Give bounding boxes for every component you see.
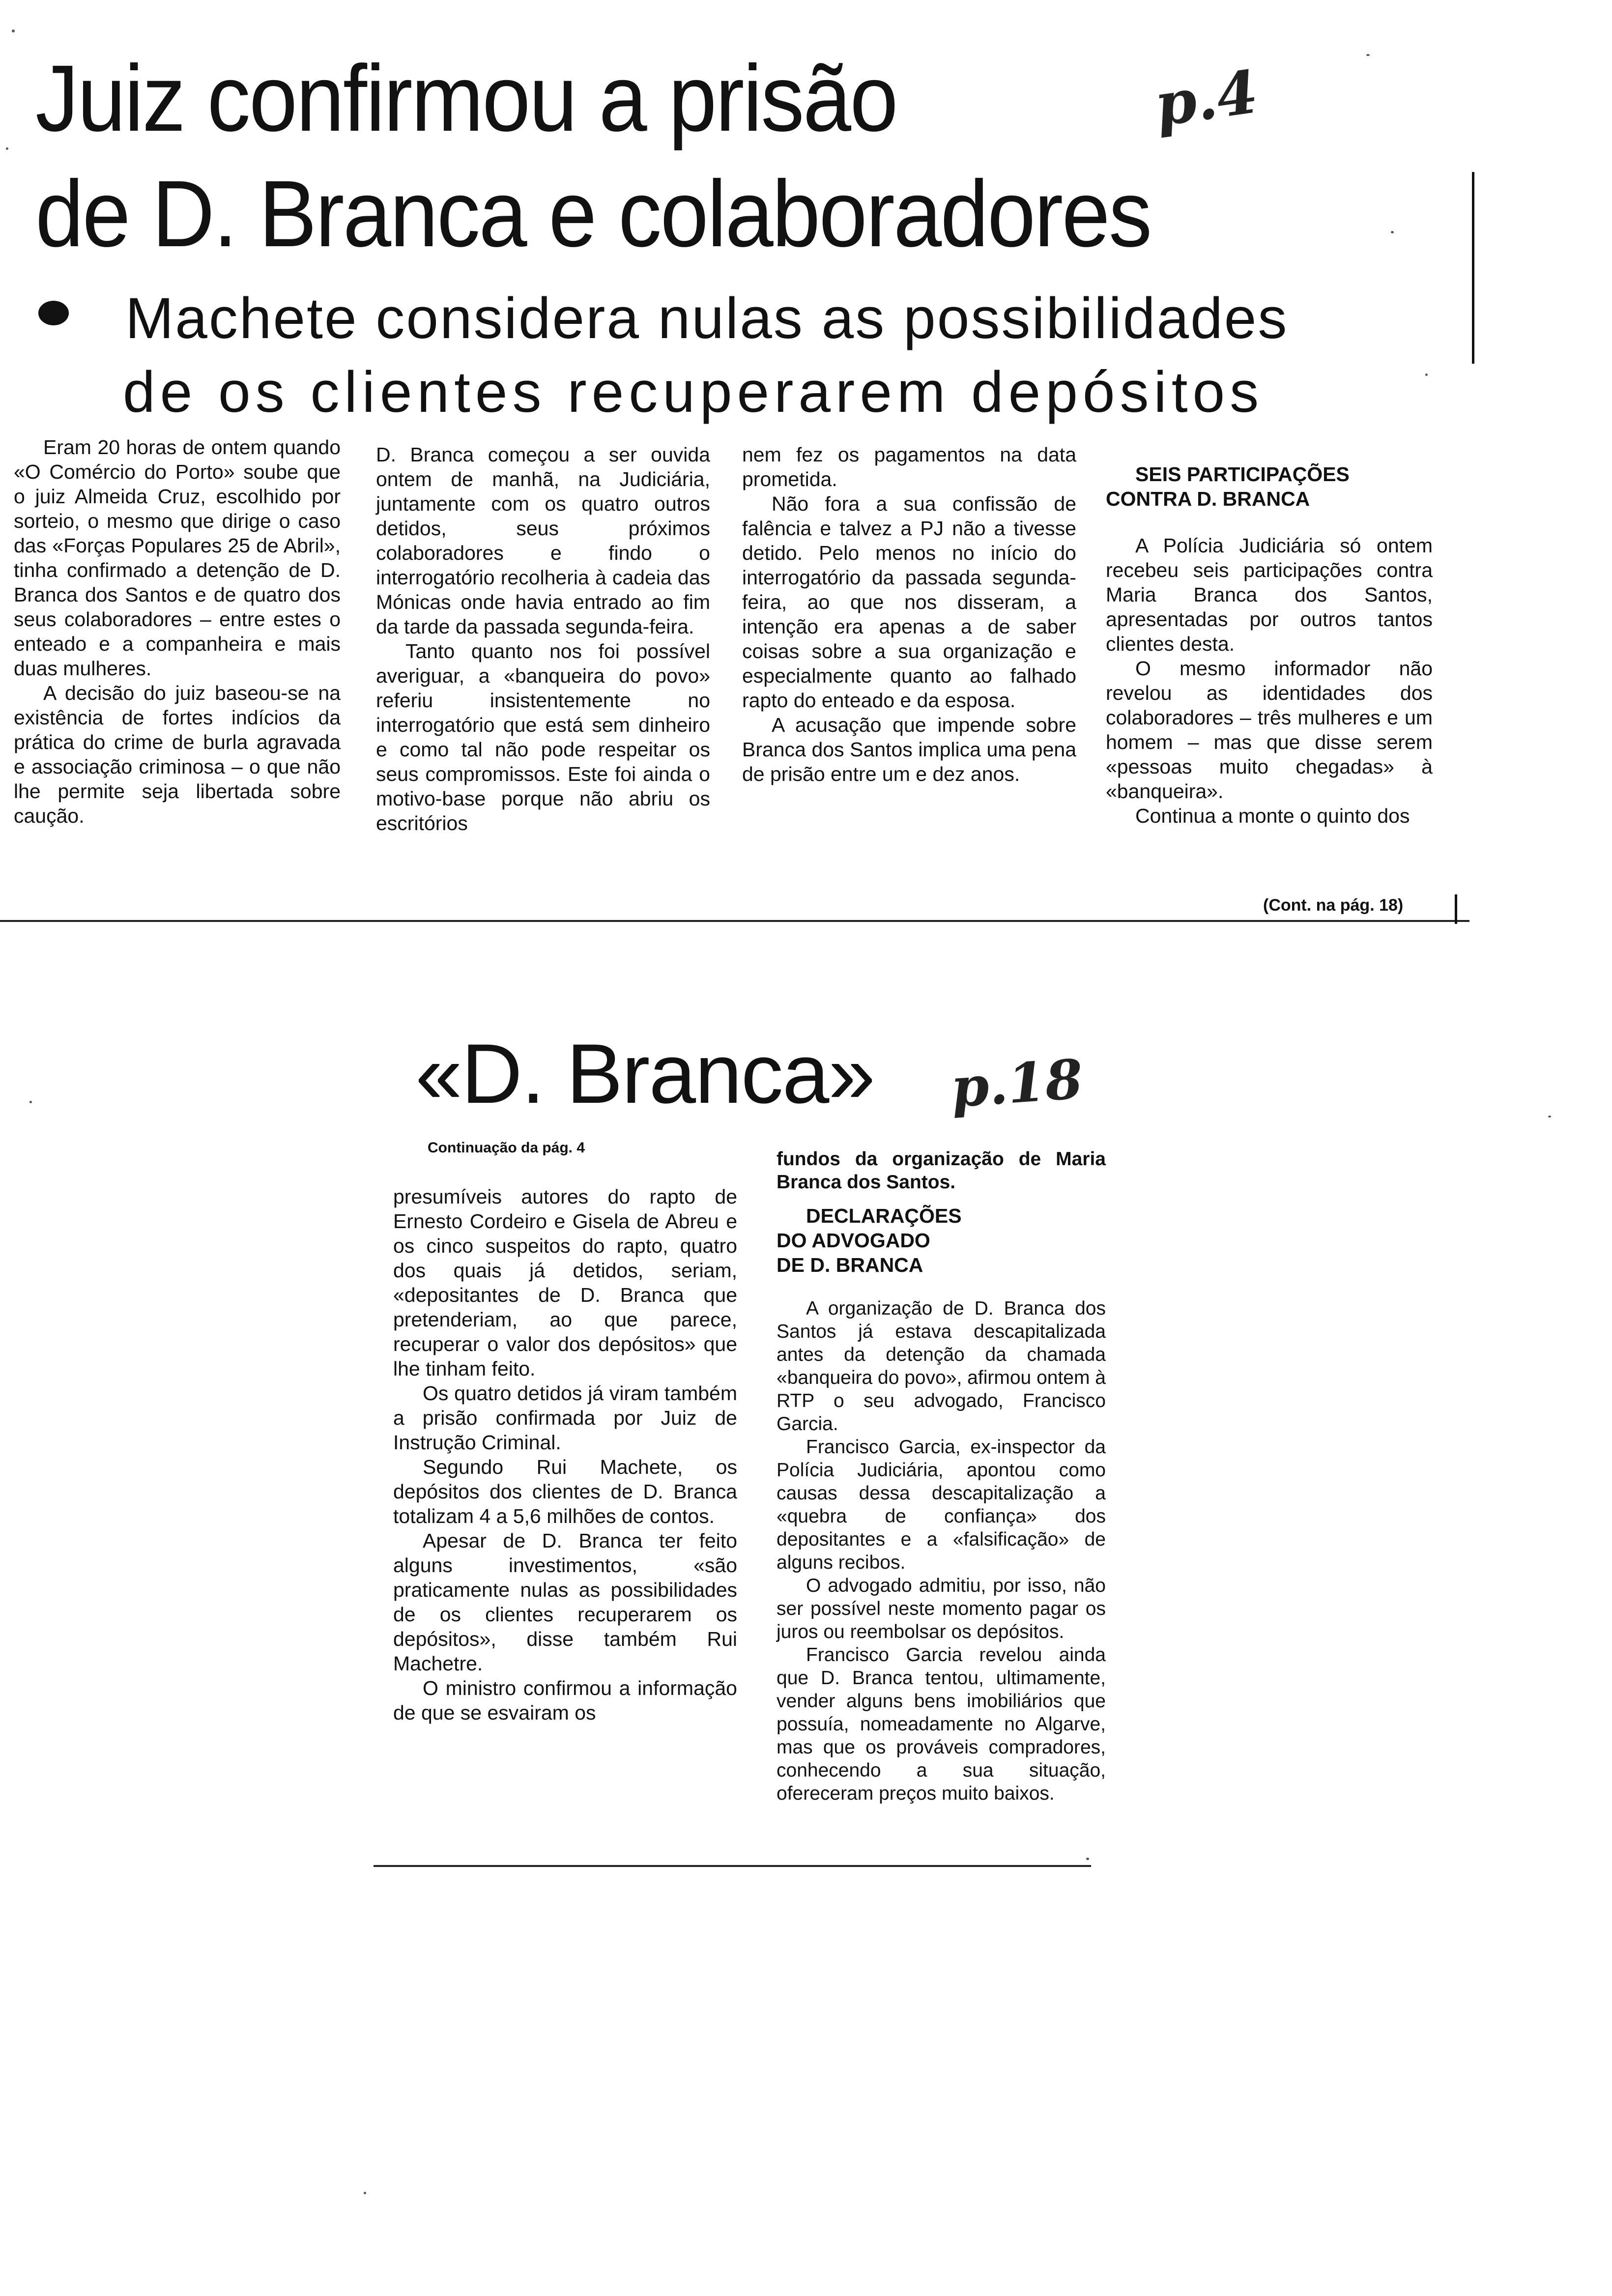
paragraph: presumíveis autores do rapto de Ernesto Cordeiro e Gisela de Abreu e os cinco suspeitos do rapto, quatro dos quais já detidos, seriam, «depositantes de D. Branca que pretenderiam, ao que parece, recuperar o valor dos depósitos» que lhe tinham feito. [393,1185,737,1380]
bottom-rule [0,920,1469,922]
paragraph: A decisão do juiz baseou-se na existência de fortes indícios da prática do crime de burla agravada e associação criminosa – o que não lhe permite seja libertada sobre caução. [14,682,341,827]
paragraph: Francisco Garcia revelou ainda que D. Branca tentou, ultimamente, vender alguns bens imobiliários que possuía, nomeadamente no Algarve, mas que os prováveis compradores, conhecendo a sua situação, ofereceram preços muito baixos. [777,1644,1106,1804]
headline: «D. Branca» [415,1027,875,1121]
article-1-column-3 [742,442,1076,786]
paragraph: D. Branca começou a ser ouvida ontem de manhã, na Judiciária, juntamente com os quatro outros detidos, seus próximos colaboradores e findo o interrogatório recolheria à cadeia das Mónicas onde havia entrado ao fim da tarde da passada segunda-feira. [376,443,710,638]
section-heading: DECLARAÇÕES DO ADVOGADO DE D. BRANCA [777,1205,962,1276]
lead-paragraph: fundos da organização de Maria Branca dos Santos. [777,1148,1106,1193]
handwritten-page-mark: p.4 [1151,57,1262,140]
subheadline-line-1: Machete considera nulas as possibilidades [125,286,1289,351]
handwritten-page-mark: p.18 [949,1047,1085,1120]
paragraph: O mesmo informador não revelou as identidades dos colaboradores – três mulheres e um homem – mas que disse serem «pessoas muito chegadas» à «banqueira». [1106,657,1433,803]
continuation-note: Continuação da pág. 4 [428,1140,585,1156]
paragraph: Tanto quanto nos foi possível averiguar, a «banqueira do povo» referiu insistentemente no interrogatório que está sem dinheiro e como tal não pode respeitar os seus compromissos. Este foi ainda o motivo-base porque não abriu os escritórios [376,640,710,834]
paragraph: Apesar de D. Branca ter feito alguns investimentos, «são praticamente nulas as possibilidades de os clientes recuperarem os depósitos», disse também Rui Machetre. [393,1529,737,1675]
paragraph: O ministro confirmou a informação de que se esvairam os [393,1677,737,1724]
article-1-column-4 [1106,462,1433,828]
headline-line-2: de D. Branca e colaboradores [35,161,1151,266]
paragraph: Francisco Garcia, ex-inspector da Polícia Judiciária, apontou como causas dessa descapitalização a «quebra de confiança» dos depositantes e a «falsificação» de alguns recibos. [777,1436,1106,1573]
bottom-rule [374,1865,1091,1867]
corner-rule [1455,894,1457,924]
paragraph: Não fora a sua confissão de falência e talvez a PJ não a tivesse detido. Pelo menos no início do interrogatório da passada segunda-feira, ao que nos disseram, a intenção era apenas a de saber coisas sobre a sua organização e especialmente quanto ao falhado rapto do enteado e da esposa. [742,492,1076,712]
continued-note: (Cont. na pág. 18) [1263,896,1404,915]
subheadline-line-2: de os clientes recuperarem depósitos [123,360,1264,425]
paragraph: A acusação que impende sobre Branca dos Santos implica uma pena de prisão entre um e dez anos. [742,714,1076,785]
paragraph: A organização de D. Branca dos Santos já estava descapitalizada antes da detenção da chamada «banqueira do povo», afirmou ontem à RTP o seu advogado, Francisco Garcia. [777,1298,1106,1435]
paragraph: Continua a monte o quinto dos [1135,804,1410,827]
paragraph: O advogado admitiu, por isso, não ser possível neste momento pagar os juros ou reembolsar os depósitos. [777,1575,1106,1642]
section-heading: SEIS PARTICIPAÇÕES CONTRA D. BRANCA [1106,463,1350,510]
column-rule [1472,172,1474,364]
article-1-column-2 [376,442,710,835]
paragraph: nem fez os pagamentos na data prometida. [742,443,1076,490]
bullet-icon [38,301,69,325]
article-2-column-2 [777,1148,1106,1805]
article-2-column-1 [393,1184,737,1725]
article-1-column-1 [14,435,341,828]
paragraph: Eram 20 horas de ontem quando «O Comércio do Porto» soube que o juiz Almeida Cruz, escolhido por sorteio, o mesmo que dirige o caso das «Forças Populares 25 de Abril», tinha confirmado a detenção de D. Branca dos Santos e de quatro dos seus colaboradores – entre estes o enteado e a companheira e mais duas mulheres. [14,436,341,680]
headline-line-1: Juiz confirmou a prisão [35,45,897,151]
paragraph: Segundo Rui Machete, os depósitos dos clientes de D. Branca totalizam 4 a 5,6 milhões de contos. [393,1456,737,1527]
paragraph: Os quatro detidos já viram também a prisão confirmada por Juiz de Instrução Criminal. [393,1382,737,1454]
paragraph: A Polícia Judiciária só ontem recebeu seis participações contra Maria Branca dos Santos, apresentadas por outros tantos clientes desta. [1106,534,1433,655]
